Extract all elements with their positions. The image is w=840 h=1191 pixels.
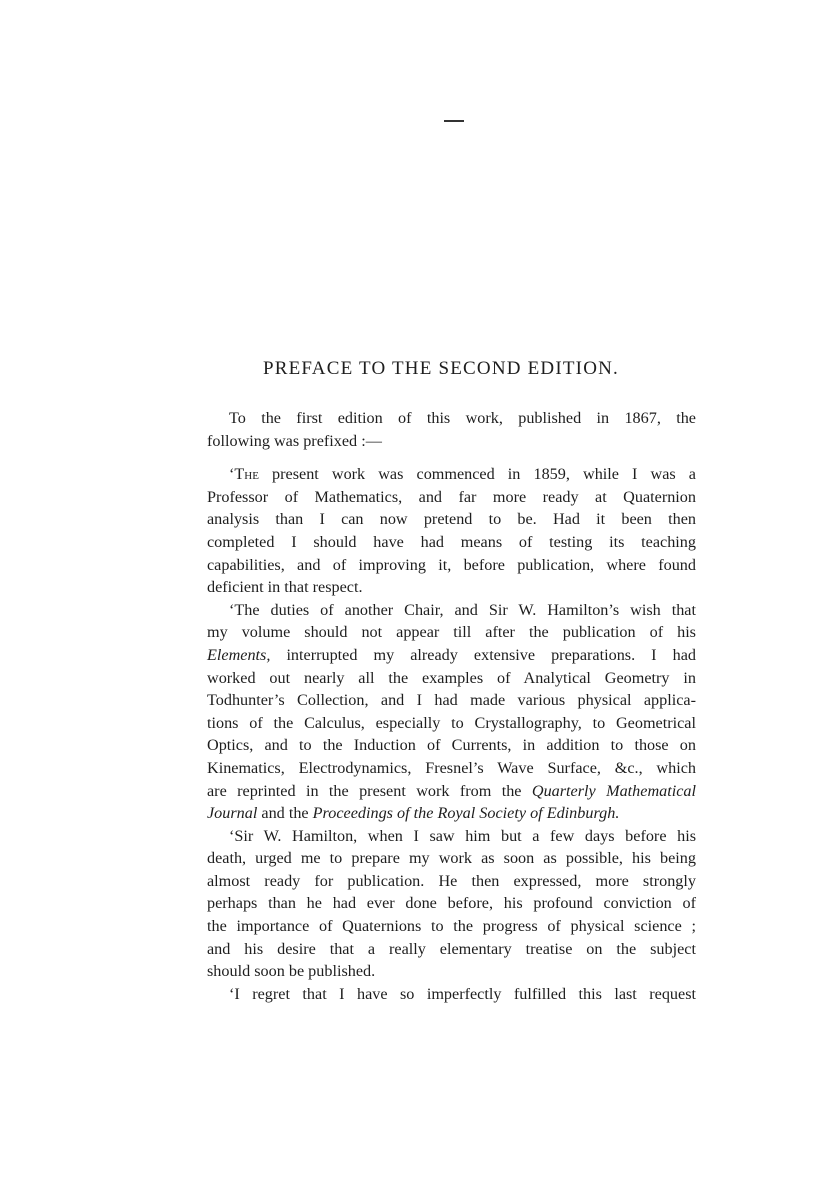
text-line: Optics, and to the Induction of Currents, in addition to those on: [207, 736, 696, 755]
text-line: the importance of Quaternions to the progress of physical science ;: [207, 917, 696, 936]
paragraph-3: [207, 825, 696, 983]
text-line: ‘Sir W. Hamilton, when I saw him but a few days before his: [229, 826, 696, 845]
text-line: To the first edition of this work, published in 1867, the: [229, 409, 696, 427]
paragraph-1: [207, 463, 696, 599]
text-line: completed I should have had means of testing its teaching: [207, 532, 696, 551]
text-line: [207, 463, 696, 486]
text-fragment: present work was commenced in 1859, while I was a: [258, 465, 696, 484]
small-caps-word: The: [234, 465, 259, 484]
text-line: death, urged me to prepare my work as soon as possible, his being: [207, 849, 696, 868]
text-line: and his desire that a really elementary treatise on the subject: [207, 939, 696, 958]
text-line: [207, 780, 696, 803]
intro-paragraph: [207, 407, 696, 452]
page-title: PREFACE TO THE SECOND EDITION.: [262, 357, 620, 379]
text-line: Todhunter’s Collection, and I had made various physical applica-: [207, 691, 696, 710]
text-line: almost ready for publication. He then expressed, more strongly: [207, 871, 696, 890]
text-line: Professor of Mathematics, and far more ready at Quaternion: [207, 487, 696, 506]
italic-title: Elements,: [207, 645, 271, 664]
text-line: [207, 802, 696, 825]
italic-title: Journal: [207, 804, 258, 823]
body-text: [207, 407, 696, 1005]
text-fragment: are reprinted in the present work from the: [207, 781, 532, 800]
text-line: [207, 644, 696, 667]
open-quote: ‘: [229, 465, 235, 484]
text-line: tions of the Calculus, especially to Crystallography, to Geometrical: [207, 713, 696, 732]
text-line: ‘I regret that I have so imperfectly fulfilled this last request: [229, 984, 696, 1003]
text-line: ‘The duties of another Chair, and Sir W. Hamilton’s wish that: [229, 600, 696, 619]
italic-title: Proceedings of the Royal Society of Edinburgh.: [312, 804, 620, 823]
text-line: perhaps than he had ever done before, his profound conviction of: [207, 894, 696, 913]
text-line: deficient in that respect.: [207, 578, 363, 597]
text-line: worked out nearly all the examples of Analytical Geometry in: [207, 668, 696, 687]
italic-title: Quarterly Mathematical: [531, 781, 697, 800]
paragraph-2: [207, 599, 696, 825]
text-fragment: and the: [257, 804, 313, 823]
top-rule: [444, 120, 464, 122]
paragraph-4: [207, 983, 696, 1006]
text-line: Kinematics, Electrodynamics, Fresnel’s Wave Surface, &c., which: [207, 758, 696, 777]
text-line: following was prefixed :—: [207, 431, 382, 450]
text-line: analysis than I can now pretend to be. Had it been then: [207, 510, 696, 529]
text-line: should soon be published.: [207, 962, 376, 981]
text-line: capabilities, and of improving it, before publication, where found: [207, 555, 696, 574]
text-line: my volume should not appear till after the publication of his: [207, 623, 696, 642]
text-fragment: interrupted my already extensive preparations. I had: [270, 645, 696, 664]
